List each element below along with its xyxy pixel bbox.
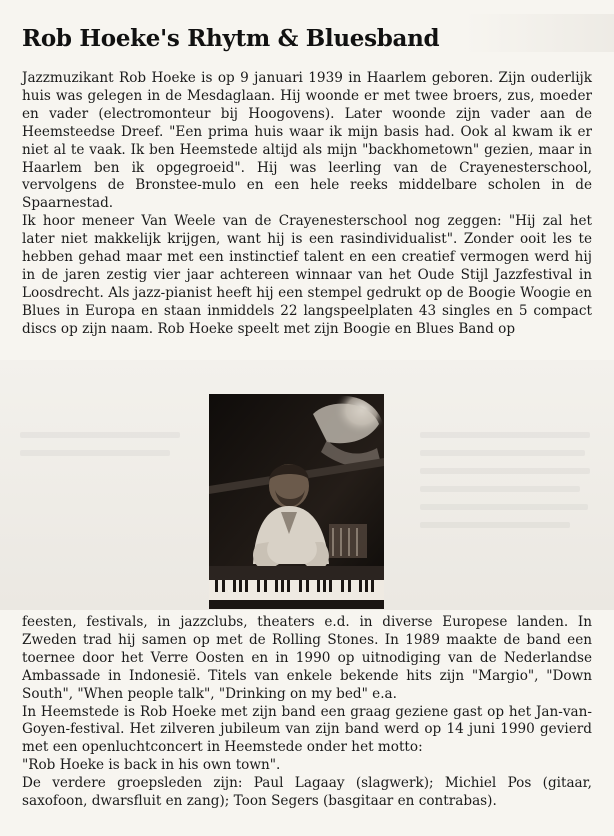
paragraph: De verdere groepsleden zijn: Paul Lagaay (slagwerk); Michiel Pos (gitaar, saxofoon, dwarsfluit en zang); Toon Segers (basgitaar en contrabas). [22,775,592,810]
article-body-bottom [22,614,592,811]
paragraph: feesten, festivals, in jazzclubs, theaters e.d. in diverse Europese landen. In Zweden trad hij samen op met de Rolling Stones. In 1989 maakte de band een toernee door het Verre Oosten en in 1990 op uitnodiging van de Nederlandse Ambassade in Indonesië. Titels van enkele bekende hits zijn "Margio", "Down South", "When people talk", "Drinking on my bed" e.a. [22,614,592,702]
motto-line: "Rob Hoeke is back in his own town". [22,757,281,774]
pianist-photo [209,394,384,609]
bleed-through-shadow [464,14,614,52]
paragraph: Jazzmuzikant Rob Hoeke is op 9 januari 1939 in Haarlem geboren. Zijn ouderlijk huis was gelegen in de Mesdaglaan. Hij woonde er met twee broers, zus, moeder en vader (electromonteur bij Hoogovens). Later woonde zijn vader aan de Heemsteedse Dreef. "Een prima huis waar ik mijn basis had. Ook al kwam ik er niet al te vaak. Ik ben Heemstede altijd als mijn "backhometown" gezien, maar in Haarlem ben ik opgegroeid". Hij was leerling van de Crayenesterschool, vervolgens de Bronstee-mulo en een hele reeks middelbare scholen in de Spaarnestad. [22,70,592,212]
article-body-top [22,70,592,339]
article-title: Rob Hoeke's Rhytm & Bluesband [22,25,440,53]
paragraph: Ik hoor meneer Van Weele van de Crayenesterschool nog zeggen: "Hij zal het later niet makkelijk krijgen, want hij is een rasindividualist". Zonder ooit les te hebben gehad maar met een instinctief talent en een creatief vermogen werd hij in de jaren zestig vier jaar achtereen winnaar van het Oude Stijl Jazzfestival in Loosdrecht. Als jazz-pianist heeft hij een stempel gedrukt op de Boogie Woogie en Blues in Europa en staan inmiddels 22 langspeelplaten 43 singles en 5 compact discs op zijn naam. Rob Hoeke speelt met zijn Boogie en Blues Band op [22,213,592,337]
paragraph: In Heemstede is Rob Hoeke met zijn band een graag geziene gast op het Jan-van-Goyen-festival. Het zilveren jubileum van zijn band werd op 14 juni 1990 gevierd met een openluchtconcert in Heemstede onder het motto: [22,703,592,756]
pianist-at-piano-image [209,394,384,609]
